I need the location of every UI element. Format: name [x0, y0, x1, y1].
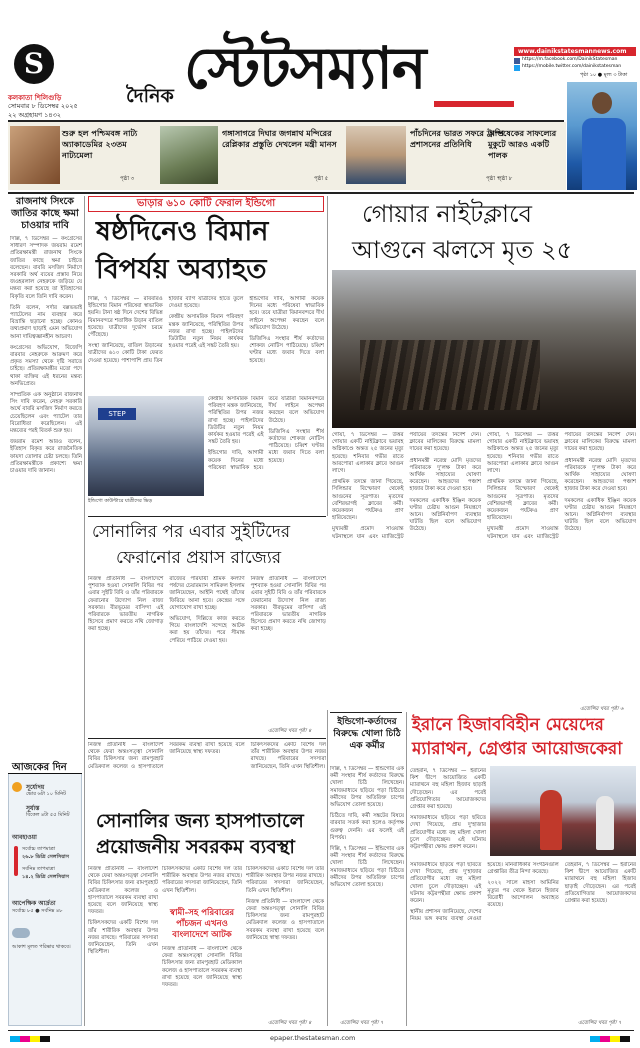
indigo-para: কেন্দ্রীয় অসামরিক বিমান পরিবহণ মন্ত্রক জানিয়েছে, পরিস্থিতির উপর নজর রাখা হচ্ছে। পাইলটদের ডিউটির নতুন নিয়ম কার্যকর হওয়ার পরেই এই সঙ্কট তৈরি হয়। — [208, 396, 264, 446]
masthead — [0, 0, 640, 118]
bengali-date: ২২ অগ্রহায়ণ ১৪৩২ — [8, 111, 62, 119]
min-temp: ১৪.২ ডিগ্রি সেলসিয়াস — [22, 874, 69, 880]
staff-top-rule — [330, 712, 402, 713]
indigo-body-2 — [208, 396, 324, 508]
iran-marathon-photo — [490, 766, 636, 856]
date-line: সোমবার ৮ ডিসেম্বর ২০২৫ — [8, 102, 78, 110]
hospital-body-mid — [162, 866, 242, 906]
sun-icon — [12, 782, 22, 792]
footer-url[interactable]: epaper.thestatesman.com — [270, 1034, 356, 1042]
goa-para: প্রাথমিক তদন্তে জানা গিয়েছে, সিলিন্ডার বিস্ফোরণ থেকেই আগুনের সূত্রপাত। মৃতদের বেশিরভাগই ক্লাবের কর্মী। কয়েকজন পর্যটকও প্রাণ হারিয়েছেন। — [332, 479, 404, 522]
max-temp: ২৬.৮ ডিগ্রি সেলসিয়াস — [22, 854, 69, 860]
sunrise-time: ভোর ৬টা ১০ মিনিট — [26, 791, 66, 797]
logo-red-bar — [434, 101, 514, 107]
logo-title: স্টেটসম্যান — [184, 34, 426, 102]
hospital-headline-2: প্রয়োজনীয় সবরকম ব্যবস্থা — [96, 836, 295, 858]
iran-headline-2: ম্যারাথন, গ্রেপ্তার আয়োজকেরা — [412, 739, 623, 759]
sonali-para: নিজস্ব প্রতিনিধি — বাংলাদেশে পুশব্যাক হওয়া সোনালি বিবির পর এবার সুইটি বিবি ও তাঁর পরিবারকে ফেরানোর উদ্যোগ নিল রাজ্য সরকার। বীরভূমের বাসিন্দা এই পরিবারকে ভারতীয় নাগরিক হিসেবে প্রমাণ করতে নথি জোগাড় করা হচ্ছে। — [250, 576, 326, 633]
goa-para: প্রধানমন্ত্রী নরেন্দ্র মোদি মৃতদের পরিবারকে দু'লক্ষ টাকা করে আর্থিক সাহায্যের ঘোষণা করেছেন। আহতদের পঞ্চাশ হাজার টাকা করে দেওয়া হবে। — [409, 457, 481, 493]
sonali-top-rule — [88, 516, 326, 517]
indigo-sign: STEP — [98, 408, 136, 420]
teaser-1-text[interactable]: শুরু হল পশ্চিমবঙ্গ নাট্য অ্যাকাডেমির ২৩তম নাট্যমেলা — [62, 128, 138, 160]
hospital-para: নিজস্ব প্রতিনিধি — বাংলাদেশ থেকে ফেরা অন্তঃসত্ত্বা সোনালি বিবির চিকিৎসার জন্য রামপুরহাট মেডিক্যাল কলেজ ও হাসপাতালে সবরকম ব্যবস্থা রাখা হয়েছে বলে জানিয়েছে স্বাস্থ্য দফতর। — [88, 742, 245, 770]
iran-para: স্থানীয় প্রশাসন জানিয়েছে, দেশের নিয়ম ভঙ্গ করায় ব্যবস্থা নেওয়া হয়েছে। মানবাধিকার সংগঠনগুলি গ্রেপ্তারির তীব্র নিন্দা করেছে। — [410, 862, 559, 923]
hospital-headline-1: সোনালির জন্য হাসপাতালে — [96, 810, 304, 832]
sonali-headline-1: সোনালির পর এবার সুইটিদের — [92, 522, 291, 542]
left-para: সাম্প্রতিক এক অনুষ্ঠানে রাজনাথ সিং দাবি করেন, নেহরু সরকারি অর্থে বাবরি মসজিদ নির্মাণ করতে চেয়েছিলেন এবং প্যাটেল তার বিরোধিতা করেছিলেন। এই মন্তব্যের পরই বিতর্ক শুরু হয়। — [10, 392, 82, 435]
hospital-byline: এজেন্সির খবর পৃষ্ঠা ৪ — [268, 1020, 312, 1026]
hospital-para: চিকিৎসকদের একটি বিশেষ দল তাঁর শারীরিক অবস্থার উপর নজর রাখছে। পরিবারের সদস্যরা জানিয়েছেন, তিনি এখন স্থিতিশীল। — [250, 742, 326, 770]
indigo-body — [88, 296, 324, 392]
indigo-para: দিল্লি, ৭ ডিসেম্বর — রবিবারও ইন্ডিগোর বিমান পরিষেবা স্বাভাবিক হয়নি। টানা ষষ্ঠ দিনে দেশের বিভিন্ন বিমানবন্দরে শতাধিক উড়ান বাতিল হয়েছে। যাত্রীদের দুর্ভোগ চরমে পৌঁছেছে। — [88, 296, 163, 339]
page-price: পৃষ্ঠা ১০ ● মূল্য ৩ টাকা — [580, 72, 628, 78]
center-divider — [327, 196, 328, 516]
teaser-bottom-rule — [8, 192, 634, 194]
left-para: কংগ্রেসের অভিযোগ, বিজেপি বারবার নেহরুকে আক্রমণ করে প্রকৃত সমস্যা থেকে দৃষ্টি সরাতে চাইছে। প্রতিরক্ষামন্ত্রীর মতো পদে থাকা ব্যক্তির এই ধরনের মন্তব্য অনভিপ্রেত। — [10, 344, 82, 387]
twitter-link[interactable]: https://mobile.twitter.com/dainikstatesman — [522, 64, 622, 69]
website-link[interactable]: www.dainikstatesmannews.com — [518, 48, 627, 55]
iran-body — [410, 862, 636, 1018]
staff-para: দিল্লি, ৭ ডিসেম্বর — ইন্ডিগোর এক কর্মী সংস্থার শীর্ষ কর্তাদের বিরুদ্ধে খোলা চিঠি লিখেছেন। সমাজমাধ্যমে ছড়িয়ে পড়া চিঠিতে কর্মীদের উপর অতিরিক্ত চাপের অভিযোগ তোলা হয়েছে। — [330, 766, 404, 809]
left-para: জয়রাম রমেশ আরও বলেন, ইতিহাস বিকৃত করে রাজনৈতিক ফায়দা তোলার চেষ্টা চলছে। তিনি প্রতিরক্ষামন্ত্রীকে প্রকাশ্যে ক্ষমা চাওয়ার দাবি জানান। — [10, 439, 82, 475]
indigo-headline-2: বিপর্যয় অব্যাহত — [96, 254, 267, 285]
sonali-para: রাজ্যের পরিযায়ী শ্রমিক কল্যাণ পর্ষদের চেয়ারম্যান সামিরুল ইসলাম জানিয়েছেন, আইনি পথেই তাঁদের ফিরিয়ে আনা হবে। কেন্দ্রের সঙ্গে যোগাযোগ রাখা হচ্ছে। — [169, 576, 245, 611]
staff-byline: এজেন্সির খবর পৃষ্ঠা ৭ — [340, 1020, 384, 1026]
sonali-para: নিজস্ব প্রতিনিধি — বাংলাদেশে পুশব্যাক হওয়া সোনালি বিবির পর এবার সুইটি বিবি ও তাঁর পরিবারকে ফেরানোর উদ্যোগ নিল রাজ্য সরকার। বীরভূমের বাসিন্দা এই পরিবারকে ভারতীয় নাগরিক হিসেবে প্রমাণ করতে নথি জোগাড় করা হচ্ছে। — [88, 576, 164, 633]
hospital-body-mid-2 — [162, 946, 242, 1018]
sunrise-label: সূর্যোদয় — [26, 784, 45, 791]
goa-headline-1: গোয়ার নাইটক্লাবে — [362, 200, 532, 228]
hospital-para: চিকিৎসকদের একটি বিশেষ দল তাঁর শারীরিক অবস্থার উপর নজর রাখছে। পরিবারের সদস্যরা জানিয়েছেন, তিনি এখন স্থিতিশীল। — [162, 866, 242, 894]
cricketer-jersey — [582, 118, 626, 190]
teaser-4-text[interactable]: অভিষেকের সাফল্যের মুকুটে আরও একটি পালক — [488, 129, 557, 160]
goa-para: দমকলের একাধিক ইঞ্জিন কয়েক ঘণ্টার চেষ্টায় আগুন নিয়ন্ত্রণে আনে। অগ্নিনির্বাপণ ব্যবস্থার ঘাটতি ছিল বলে অভিযোগ উঠেছে। — [409, 497, 481, 533]
sunset-label: সূর্যাস্ত — [26, 805, 40, 812]
forecast-text: আকাশ মূলত পরিষ্কার থাকবে। — [12, 944, 71, 950]
runner-figure — [596, 796, 614, 850]
facebook-link[interactable]: https://m.facebook.com/DainikStatesman — [522, 57, 618, 62]
goa-para: দমকলের একাধিক ইঞ্জিন কয়েক ঘণ্টার চেষ্টায় আগুন নিয়ন্ত্রণে আনে। অগ্নিনির্বাপণ ব্যবস্থার ঘাটতি ছিল বলে অভিযোগ উঠেছে। — [564, 497, 636, 533]
registration-marks-left — [10, 1036, 50, 1042]
iran-headline-1: ইরানে হিজাববিহীন মেয়েদের — [412, 715, 604, 735]
city-line: কলকাতা শিলিগুড়ি — [8, 94, 62, 102]
goa-para: মুখ্যমন্ত্রী প্রমোদ সাওয়ান্ত ঘটনাস্থলে যান এবং ম্যাজিস্ট্রেট পর্যায়ের তদন্তের নির্দেশ দেন। ক্লাবের মালিকের বিরুদ্ধে মামলা দায়ের করা হয়েছে। — [332, 432, 481, 540]
teaser-3-photo — [346, 126, 406, 184]
sunset-time: বিকেল ৪টা ৫৫ মিনিট — [26, 812, 70, 818]
hospital-para: নিজস্ব প্রতিনিধি — বাংলাদেশ থেকে ফেরা অন্তঃসত্ত্বা সোনালি বিবির চিকিৎসার জন্য রামপুরহাট মেডিক্যাল কলেজ ও হাসপাতালে সবরকম ব্যবস্থা রাখা হয়েছে বলে জানিয়েছে স্বাস্থ্য দফতর। — [162, 946, 242, 989]
hospital-para: চিকিৎসকদের একটি বিশেষ দল তাঁর শারীরিক অবস্থার উপর নজর রাখছে। পরিবারের সদস্যরা জানিয়েছেন, তিনি এখন স্থিতিশীল। — [246, 866, 324, 894]
staff-para: দিল্লি, ৭ ডিসেম্বর — ইন্ডিগোর এক কর্মী সংস্থার শীর্ষ কর্তাদের বিরুদ্ধে খোলা চিঠি লিখেছেন। সমাজমাধ্যমে ছড়িয়ে পড়া চিঠিতে কর্মীদের উপর অতিরিক্ত চাপের অভিযোগ তোলা হয়েছে। — [330, 846, 404, 889]
iran-byline: এজেন্সির খবর পৃষ্ঠা ৭ — [578, 1020, 622, 1026]
hospital-body-right — [246, 866, 324, 1016]
left-col-divider — [84, 196, 85, 1026]
goa-byline: এজেন্সির খবর পৃষ্ঠা ৬ — [580, 706, 624, 712]
runner-figure — [540, 790, 562, 850]
facebook-icon — [514, 58, 520, 64]
indigo-para: ইন্ডিগোর দাবি, আগামী কয়েক দিনের মধ্যে পরিষেবা স্বাভাবিক হবে। তবে যাত্রীরা বিমানবন্দরে দীর্ঘ লাইনে অপেক্ষা করছেন বলে অভিযোগ উঠেছে। — [208, 396, 324, 471]
weather-title: আজকের দিন — [12, 762, 67, 773]
indigo-kicker: ভাড়ার ৬১০ কোটি ফেরাল ইন্ডিগো — [136, 198, 276, 209]
teaser-1-photo — [10, 126, 60, 184]
hospital-para: নিজস্ব প্রতিনিধি — বাংলাদেশ থেকে ফেরা অন্তঃসত্ত্বা সোনালি বিবির চিকিৎসার জন্য রামপুরহাট মেডিক্যাল কলেজ ও হাসপাতালে সবরকম ব্যবস্থা রাখা হয়েছে বলে জানিয়েছে স্বাস্থ্য দফতর। — [246, 898, 324, 941]
goa-para: গোয়া, ৭ ডিসেম্বর — উত্তর গোয়ার একটি নাইটক্লাবে ভয়াবহ অগ্নিকাণ্ডে অন্তত ২৫ জনের মৃত্যু হয়েছে। শনিবার গভীর রাতে আরপোরা এলাকার ক্লাবে আগুন লাগে। — [487, 432, 559, 475]
cloud-icon — [12, 928, 30, 938]
staff-divider — [327, 710, 328, 1026]
thermometer-icon — [14, 846, 18, 876]
teaser-2-text[interactable]: গঙ্গাসাগরে দিঘার জগন্নাথ মন্দিরের রেপ্লিকার প্রস্তুতি দেখলেন মন্ত্রী মানস — [222, 129, 337, 149]
min-temp-label: সর্বনিম্ন তাপমাত্রা — [22, 866, 55, 872]
iran-para: তেহরান, ৭ ডিসেম্বর — ইরানের কিশ দ্বীপে আয়োজিত একটি ম্যারাথনে বহু মহিলা হিজাব ছাড়াই দৌড়েছেন। এর পরেই প্রতিযোগিতার আয়োজকদের গ্রেপ্তার করা হয়েছে। — [564, 862, 636, 905]
staff-headline: ইন্ডিগো-কর্তাদের বিরুদ্ধে খোলা চিঠি এক কর্মীর — [333, 717, 401, 751]
iran-para: সমাজমাধ্যমে ছড়িয়ে পড়া ছবিতে দেখা গিয়েছে, প্রায় দু'হাজার প্রতিযোগীর মধ্যে বহু মহিলা খোলা চুলে দৌড়াচ্ছেন। এই ঘটনায় কট্টরপন্থীরা ক্ষোভ প্রকাশ করেন। — [410, 862, 482, 905]
hospital-top-rule — [88, 738, 326, 739]
max-temp-label: সর্বোচ্চ তাপমাত্রা — [22, 846, 56, 852]
goa-photo-debris — [360, 340, 540, 410]
indigo-para: ডিজিসিএ সংস্থার শীর্ষ কর্তাদের শোকজ নোটিস পাঠিয়েছে। চব্বিশ ঘণ্টার মধ্যে জবাব দিতে বলা হয়েছে। — [268, 428, 324, 464]
goa-para: মুখ্যমন্ত্রী প্রমোদ সাওয়ান্ত ঘটনাস্থলে যান এবং ম্যাজিস্ট্রেট পর্যায়ের তদন্তের নির্দেশ দেন। ক্লাবের মালিকের বিরুদ্ধে মামলা দায়ের করা হয়েছে। — [487, 432, 636, 540]
logo-small-word: দৈনিক — [126, 85, 174, 107]
hospital-para: চিকিৎসকদের একটি বিশেষ দল তাঁর শারীরিক অবস্থার উপর নজর রাখছে। পরিবারের সদস্যরা জানিয়েছেন, তিনি এখন স্থিতিশীল। — [88, 920, 158, 956]
sonali-para: অভিযোগ, দিল্লিতে কাজ করতে গিয়ে বাংলাদেশি সন্দেহে আটক করা হয় তাঁদের। পরে সীমান্ত পেরিয়ে পাঠিয়ে দেওয়া হয়। — [169, 616, 245, 644]
humidity-label: আপেক্ষিক আর্দ্রতা — [12, 900, 56, 907]
teaser-2-page[interactable]: পৃষ্ঠা ৫ — [314, 176, 329, 182]
goa-para: প্রাথমিক তদন্তে জানা গিয়েছে, সিলিন্ডার বিস্ফোরণ থেকেই আগুনের সূত্রপাত। মৃতদের বেশিরভাগই ক্লাবের কর্মী। কয়েকজন পর্যটকও প্রাণ হারিয়েছেন। — [487, 479, 559, 522]
left-para: তিনি বলেন, সর্দার বল্লভভাই প্যাটেলের নাম ব্যবহার করে বিভ্রান্তি ছড়ানো হচ্ছে। কোনও তথ্যপ্রমাণ ছাড়াই এমন অভিযোগ আনা দায়িত্বজ্ঞানহীন আচরণ। — [10, 304, 82, 340]
logo-s-glyph: S — [23, 47, 45, 80]
hospital-subhead-2: পাঁচজন এখনও — [176, 919, 228, 929]
humidity-value: সর্বোচ্চ ৮৫ ● সর্বনিম্ন ৪৮ — [12, 908, 63, 914]
indigo-para: ইন্ডিগোর দাবি, আগামী কয়েক দিনের মধ্যে পরিষেবা স্বাভাবিক হবে। তবে যাত্রীরা বিমানবন্দরে দীর্ঘ লাইনে অপেক্ষা করছেন বলে অভিযোগ উঠেছে। — [249, 296, 324, 331]
sonali-byline: এজেন্সির খবর পৃষ্ঠা ৪ — [268, 728, 312, 734]
teaser-4-page[interactable]: পৃষ্ঠা ৮ — [498, 176, 513, 182]
staff-para: চিঠিতে দাবি, কর্মী সঙ্কটের বিষয়ে বারবার সতর্ক করা হলেও কর্তৃপক্ষ গুরুত্ব দেননি। এর ফলেই এই বিপর্যয়। — [330, 813, 404, 841]
teaser-2-photo — [160, 126, 218, 184]
registration-marks-right — [590, 1036, 630, 1042]
teaser-3-page[interactable]: পৃষ্ঠা ৭ — [486, 176, 501, 182]
sonali-body — [88, 576, 326, 726]
indigo-para: সংস্থা জানিয়েছে, বাতিল উড়ানের যাত্রীদের ৬১০ কোটি টাকা ফেরত দেওয়া হয়েছে। পাশাপাশি প্রায় তিন হাজার ব্যাগ যাত্রীদের হাতে তুলে দেওয়া হয়েছে। — [88, 296, 244, 364]
left-headline: রাজনাথ সিংকে জাতির কাছে ক্ষমা চাওয়ার দাবি — [11, 196, 79, 231]
cricketer-head — [592, 92, 612, 114]
hospital-subhead-1: স্বামী-সহ পরিবারের — [169, 908, 235, 918]
goa-body — [332, 432, 636, 704]
left-story-body — [10, 236, 82, 756]
hospital-para: নিজস্ব প্রতিনিধি — বাংলাদেশ থেকে ফেরা অন্তঃসত্ত্বা সোনালি বিবির চিকিৎসার জন্য রামপুরহাট মেডিক্যাল কলেজ ও হাসপাতালে সবরকম ব্যবস্থা রাখা হয়েছে বলে জানিয়েছে স্বাস্থ্য দফতর। — [88, 866, 158, 916]
hospital-subhead-3: বাংলাদেশে আটক — [172, 930, 232, 940]
footer-rule — [8, 1030, 634, 1031]
hospital-body-top — [88, 742, 326, 804]
goa-para: গোয়া, ৭ ডিসেম্বর — উত্তর গোয়ার একটি নাইটক্লাবে ভয়াবহ অগ্নিকাণ্ডে অন্তত ২৫ জনের মৃত্যু হয়েছে। শনিবার গভীর রাতে আরপোরা এলাকার ক্লাবে আগুন লাগে। — [332, 432, 404, 475]
indigo-para: কেন্দ্রীয় অসামরিক বিমান পরিবহণ মন্ত্রক জানিয়েছে, পরিস্থিতির উপর নজর রাখা হচ্ছে। পাইলটদের ডিউটির নতুন নিয়ম কার্যকর হওয়ার পরেই এই সঙ্কট তৈরি হয়। — [168, 314, 244, 350]
goa-para: প্রধানমন্ত্রী নরেন্দ্র মোদি মৃতদের পরিবারকে দু'লক্ষ টাকা করে আর্থিক সাহায্যের ঘোষণা করেছেন। আহতদের পঞ্চাশ হাজার টাকা করে দেওয়া হবে। — [564, 457, 636, 493]
sonali-headline-2: ফেরানোর প্রয়াস রাজ্যের — [116, 548, 282, 568]
weather-box — [8, 760, 82, 1026]
twitter-icon — [514, 65, 520, 71]
weather-label: আবহাওয়া — [12, 834, 37, 841]
iran-body-left — [410, 768, 486, 860]
left-para: দিল্লি, ৭ ডিসেম্বর — কংগ্রেসের সাধারণ সম্পাদক জয়রাম রমেশ প্রতিরক্ষামন্ত্রী রাজনাথ সিংকে জাতির কাছে ক্ষমা চাইতে বলেছেন। বাবরি মসজিদ নির্মাণে সরকারি অর্থ ব্যয়ের প্রস্তাব নিয়ে জওহরলাল নেহরুকে জড়িয়ে যে মন্তব্য করা হয়েছে তা ইতিহাসের বিকৃতি বলে তিনি দাবি করেন। — [10, 236, 82, 300]
staff-body — [330, 766, 404, 1016]
teaser-1-page[interactable]: পৃষ্ঠা ৩ — [120, 176, 135, 182]
indigo-photo-caption: ইন্ডিগো কাউন্টারে যাত্রীদের ভিড় — [88, 498, 153, 504]
indigo-para: ডিজিসিএ সংস্থার শীর্ষ কর্তাদের শোকজ নোটিস পাঠিয়েছে। চব্বিশ ঘণ্টার মধ্যে জবাব দিতে বলা হয়েছে। — [249, 336, 324, 364]
iran-divider — [406, 712, 407, 1026]
hospital-body — [88, 866, 158, 1016]
goa-headline-2: আগুনে ঝলসে মৃত ২৫ — [352, 236, 573, 264]
iran-para: তেহরান, ৭ ডিসেম্বর — ইরানের কিশ দ্বীপে আয়োজিত একটি ম্যারাথনে বহু মহিলা হিজাব ছাড়াই দৌড়েছেন। এর পরেই প্রতিযোগিতার আয়োজকদের গ্রেপ্তার করা হয়েছে। — [410, 768, 486, 811]
iran-para: সমাজমাধ্যমে ছড়িয়ে পড়া ছবিতে দেখা গিয়েছে, প্রায় দু'হাজার প্রতিযোগীর মধ্যে বহু মহিলা খোলা চুলে দৌড়াচ্ছেন। এই ঘটনায় কট্টরপন্থীরা ক্ষোভ প্রকাশ করেন। — [410, 815, 486, 851]
teaser-3-text[interactable]: পাঁচদিনের ভারত সফরে ট্রাম্প প্রশাসনের প্রতিনিধি — [410, 129, 505, 149]
iran-para: ২০২২ সালে মাহসা আমিনির মৃত্যুর পর থেকে ইরানে হিজাব বিরোধী আন্দোলন অব্যাহত রয়েছে। — [487, 880, 559, 909]
indigo-headline-1: ষষ্ঠদিনেও বিমান — [96, 216, 269, 247]
